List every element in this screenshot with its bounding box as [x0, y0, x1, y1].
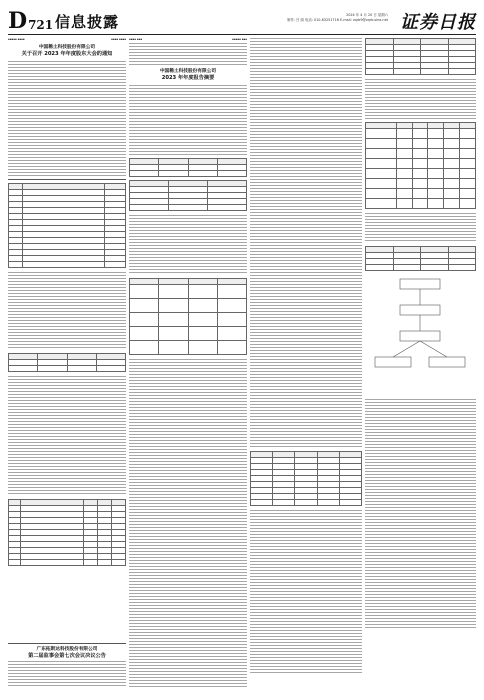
- contact-line: 制作: 吕 阁 电话: 010-83251716 E-mail: zqrb9@zqrb.sina.net: [287, 18, 388, 22]
- diagram-edge: [393, 341, 420, 357]
- diagram-box: [375, 357, 411, 367]
- date-line: 2024 年 4 月 20 日 星期六: [346, 13, 388, 17]
- preferred-holders-table: [365, 246, 476, 271]
- shareholder-table: [365, 38, 476, 75]
- body-text-block: [129, 43, 247, 65]
- code-line: ▪▪▪▪▪ ▪▪▪▪ ▪▪▪▪ ▪▪▪▪: [8, 38, 126, 41]
- body-text-block: [129, 359, 247, 689]
- header-rule: [8, 34, 476, 35]
- badge-letter: D: [8, 8, 28, 34]
- body-text-block: [8, 61, 126, 176]
- contact-table: [129, 180, 247, 211]
- stock-info-table: [129, 158, 247, 177]
- newspaper-logo: 证券日报: [400, 12, 476, 33]
- body-text-block: [8, 661, 126, 687]
- page-header: [8, 8, 476, 32]
- diagram-box: [429, 357, 465, 367]
- column-4: [365, 38, 476, 692]
- body-text-block: [8, 272, 126, 350]
- diagram-box: [400, 305, 440, 315]
- divider: [8, 643, 126, 644]
- report-heading: [129, 69, 247, 81]
- column-1: [8, 38, 126, 638]
- segment-table: [250, 451, 362, 506]
- column-3: [250, 38, 362, 692]
- notice-company: 中国稀土科技股份有限公司: [38, 45, 96, 50]
- diagram-edge: [420, 341, 447, 357]
- section-title: 信息披露: [55, 13, 120, 31]
- proposal-table: [8, 183, 126, 268]
- diagram-box: [400, 331, 440, 341]
- divider: [8, 179, 126, 180]
- voting-table: [8, 353, 126, 372]
- body-text-block: [250, 510, 362, 675]
- column-2: [129, 38, 247, 692]
- bottom-notice: [8, 640, 126, 692]
- body-text-block: [365, 79, 476, 119]
- bottom-notice-heading: [8, 647, 126, 659]
- bottom-notice-company: 广东拓斯达科技股份有限公司: [36, 646, 98, 652]
- body-text-block: [250, 38, 362, 448]
- notice-title: 关于召开 2023 年年度股东大会的通知: [21, 51, 113, 57]
- body-text-block: [129, 215, 247, 275]
- bottom-notice-title: 第二届监事会第七次会议决议公告: [28, 652, 106, 659]
- body-text-block: [365, 213, 476, 243]
- header-meta: [287, 13, 388, 23]
- top-holders-table: [365, 122, 476, 209]
- body-text-block: [8, 376, 126, 496]
- body-text-block: [365, 399, 476, 629]
- body-text-block: [129, 85, 247, 155]
- page-badge: [8, 8, 53, 32]
- financial-table: [129, 278, 247, 355]
- report-title: 2023 年年度报告摘要: [161, 75, 215, 81]
- ownership-structure-diagram: [365, 275, 476, 395]
- code-line: ▪▪▪▪ ▪▪▪ ▪▪▪▪▪ ▪▪▪: [129, 38, 247, 41]
- report-company: 中国稀土科技股份有限公司: [159, 69, 217, 74]
- diagram-box: [400, 279, 440, 289]
- notice-heading: [8, 45, 126, 57]
- proxy-form-table: [8, 499, 126, 566]
- page-number: 721: [28, 18, 54, 32]
